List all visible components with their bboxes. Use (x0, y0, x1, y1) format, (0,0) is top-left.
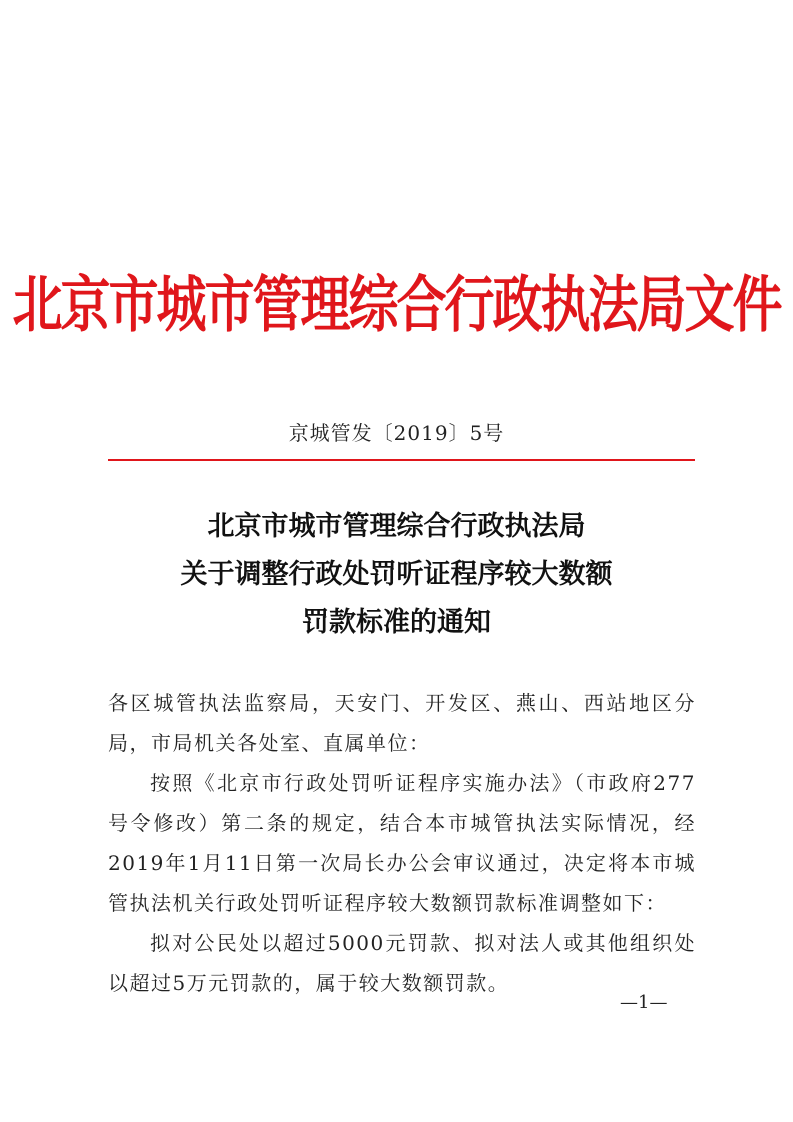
body-paragraph-1: 按照《北京市行政处罚听证程序实施办法》（市政府277号令修改）第二条的规定，结合本市城管执法实际情况，经2019年1月11日第一次局长办公会审议通过，决定将本市城管执法机关行政处罚听证程序较大数额罚款标准调整如下： (108, 771, 696, 915)
notice-body (108, 683, 696, 1003)
recipients-paragraph: 各区城管执法监察局，天安门、开发区、燕山、西站地区分局，市局机关各处室、直属单位： (108, 691, 696, 755)
red-divider-line (108, 459, 695, 461)
document-header-title: 北京市城市管理综合行政执法局文件 (12, 268, 781, 341)
notice-title-line-3: 罚款标准的通知 (302, 607, 491, 638)
body-paragraph-2: 拟对公民处以超过5000元罚款、拟对法人或其他组织处以超过5万元罚款的，属于较大数额罚款。 (108, 931, 696, 995)
page-number: —1— (620, 992, 668, 1013)
document-number: 京城管发〔2019〕5号 (288, 421, 505, 445)
notice-title-line-2: 关于调整行政处罚听证程序较大数额 (180, 559, 613, 590)
notice-title-line-1: 北京市城市管理综合行政执法局 (207, 511, 586, 542)
notice-title (0, 503, 793, 647)
